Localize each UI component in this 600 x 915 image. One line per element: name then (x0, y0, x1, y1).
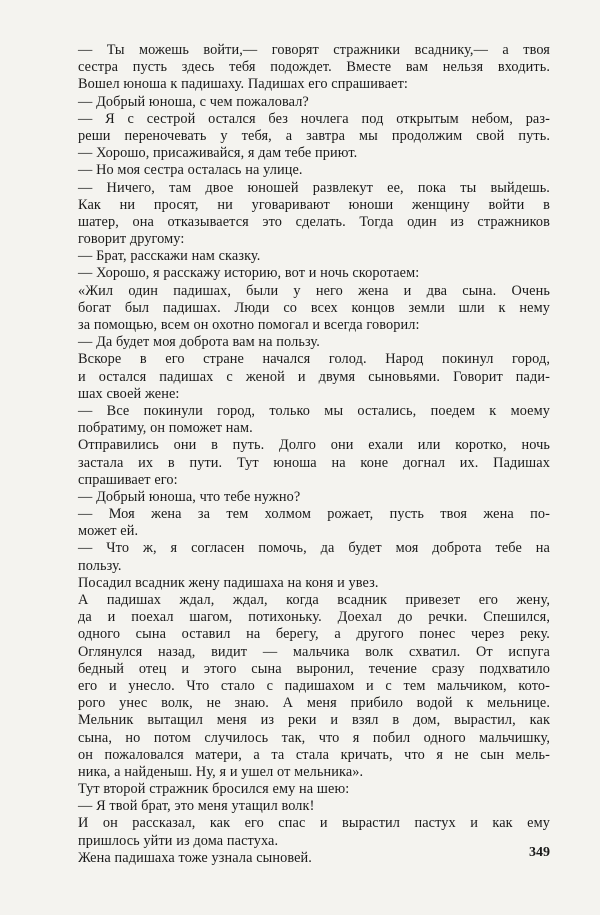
text-line: «Жил один падишах, были у него жена и два сына. Очень (78, 282, 550, 299)
text-line: ника, а найденыш. Ну, я и ушел от мельника». (78, 763, 364, 780)
text-line: — Хорошо, я расскажу историю, вот и ночь скоротаем: (78, 265, 420, 282)
text-line: Как ни просят, ни уговаривают юноши женщину войти в (78, 196, 550, 213)
text-line: пришлось уйти из дома пастуха. (78, 832, 279, 849)
text-line: Вошел юноша к падишаху. Падишах его спрашивает: (78, 76, 408, 93)
text-line: рого унес волк, не знаю. А меня прибило водой к мельнице. (78, 695, 550, 712)
text-line: застала их в пути. Тут юноша на коне догнал их. Падишах (78, 454, 550, 471)
text-line: и остался падишах с женой и двумя сыновьями. Говорит пади- (78, 368, 550, 385)
text-line: Жена падишаха тоже узнала сыновей. (78, 849, 312, 866)
text-line: сестра пусть здесь тебя подождет. Вместе вам нельзя входить. (78, 59, 550, 76)
text-line: — Я твой брат, это меня утащил волк! (78, 798, 315, 815)
text-line: реши переночевать у тебя, а завтра мы продолжим свой путь. (78, 127, 550, 144)
text-line: — Добрый юноша, что тебе нужно? (78, 488, 301, 505)
text-line: богат был падишах. Люди со всех концов земли шли к нему (78, 299, 550, 316)
text-line: Посадил всадник жену падишаха на коня и увез. (78, 574, 379, 591)
text-line: Мельник вытащил меня из реки и взял в дом, вырастил, как (78, 712, 550, 729)
page-number: 349 (529, 845, 550, 860)
text-line: Оглянулся назад, видит — мальчика волк схватил. От испуга (78, 643, 550, 660)
text-line: Отправились они в путь. Долго они ехали или коротко, ночь (78, 437, 550, 454)
text-line: — Добрый юноша, с чем пожаловал? (78, 93, 309, 110)
text-line: может ей. (78, 523, 139, 540)
text-line: — Ты можешь войти,— говорят стражники всаднику,— а твоя (78, 42, 550, 58)
text-line: — Да будет моя доброта вам на пользу. (78, 334, 320, 351)
text-line: бедный отец и этого сына выронил, течение сразу подхватило (78, 660, 550, 677)
body-text (78, 42, 550, 867)
text-line: да и поехал шагом, потихоньку. Доехал до речки. Спешился, (78, 609, 550, 626)
text-line: спрашивает его: (78, 471, 178, 488)
text-line: — Моя жена за тем холмом рожает, пусть твоя жена по- (78, 506, 550, 523)
text-line: он пожаловался матери, а та стала кричать, что я не сын мель- (78, 746, 550, 763)
text-line: шах своей жене: (78, 385, 180, 402)
text-line: пользу. (78, 557, 122, 574)
text-line: — Все покинули город, только мы остались, поедем к моему (78, 402, 550, 419)
text-line: — Брат, расскажи нам сказку. (78, 248, 261, 265)
text-line: — Что ж, я согласен помочь, да будет моя доброта тебе на (78, 540, 550, 557)
text-line: побратиму, он поможет нам. (78, 420, 253, 437)
text-line: Вскоре в его стране начался голод. Народ покинул город, (78, 351, 550, 368)
text-line: — Но моя сестра осталась на улице. (78, 162, 303, 179)
text-line: А падишах ждал, ждал, когда всадник привезет его жену, (78, 592, 550, 608)
text-line: сына, но потом случилось так, что я побил одного мальчишку, (78, 729, 550, 746)
text-line: шатер, она отказывается это сделать. Тогда один из стражников (78, 213, 550, 230)
text-line: И он рассказал, как его спас и вырастил пастух и как ему (78, 815, 550, 832)
text-line: его и унесло. Что стало с падишахом и с тем мальчиком, кото- (78, 677, 550, 694)
text-line: говорит другому: (78, 231, 185, 248)
text-line: — Хорошо, присаживайся, я дам тебе приют. (78, 145, 358, 162)
text-line: за помощью, всем он охотно помогал и всегда говорил: (78, 317, 420, 333)
text-line: одного сына оставил на берегу, а другого понес через реку. (78, 626, 550, 643)
text-line: Тут второй стражник бросился ему на шею: (78, 781, 350, 798)
text-line: — Ничего, там двое юношей развлекут ее, пока ты выйдешь. (78, 179, 550, 196)
text-line: — Я с сестрой остался без ночлега под открытым небом, раз- (78, 110, 550, 127)
